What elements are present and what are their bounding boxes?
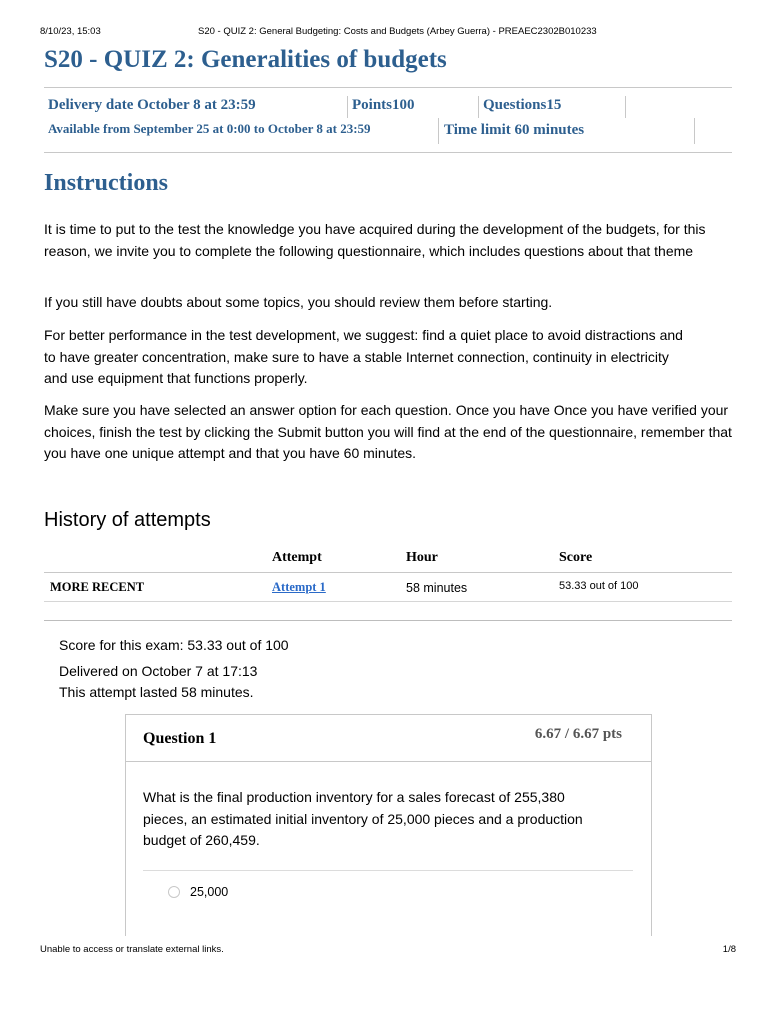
- exam-score: Score for this exam: 53.33 out of 100: [59, 637, 289, 653]
- column-header-hour: Hour: [406, 550, 438, 565]
- info-divider: [694, 118, 695, 144]
- question-header: [126, 715, 651, 762]
- attempt-score: 53.33 out of 100: [559, 580, 639, 592]
- section-divider: [44, 620, 732, 621]
- instructions-heading: Instructions: [44, 170, 169, 196]
- radio-button[interactable]: [168, 886, 180, 898]
- page-number: 1/8: [722, 944, 736, 955]
- questions-count: Questions15: [483, 97, 562, 113]
- instructions-paragraph: If you still have doubts about some topics, you should review them before starting.: [44, 294, 553, 310]
- column-header-score: Score: [559, 550, 593, 565]
- question-divider: [143, 870, 633, 871]
- table-row: [44, 573, 732, 602]
- info-divider: [438, 118, 439, 144]
- time-limit: Time limit 60 minutes: [444, 122, 585, 138]
- info-divider: [478, 96, 479, 118]
- instructions-paragraph: Make sure you have selected an answer option for each question. Once you have Once you have verified your choices, finish the test by clicking the Submit button you will find at the end of the questionnaire, remember that you have one unique attempt and that you have 60 minutes.: [44, 402, 732, 461]
- print-datetime: 8/10/23, 15:03: [40, 26, 101, 37]
- question-text: What is the final production inventory for a sales forecast of 255,380 pieces, an estimated initial inventory of 25,000 pieces and a production budget of 260,459.: [143, 789, 583, 848]
- quiz-title: S20 - QUIZ 2: Generalities of budgets: [44, 46, 447, 73]
- column-header-attempt: Attempt: [272, 550, 322, 565]
- history-heading: History of attempts: [44, 509, 211, 531]
- delivery-date: Delivery date October 8 at 23:59: [48, 97, 256, 113]
- row-label-more-recent: MORE RECENT: [50, 580, 145, 594]
- answer-label: 25,000: [190, 885, 229, 899]
- instructions-paragraph: For better performance in the test development, we suggest: find a quiet place to avoid distractions and to have greater concentration, make sure to have a stable Internet connection, continuity in electricity and use equipment that functions properly.: [44, 327, 683, 386]
- question-points: 6.67 / 6.67 pts: [534, 726, 622, 742]
- info-divider: [347, 96, 348, 118]
- attempts-table: [44, 546, 732, 602]
- delivered-date: Delivered on October 7 at 17:13: [59, 663, 258, 679]
- attempt-link[interactable]: Attempt 1: [272, 580, 326, 594]
- availability-window: Available from September 25 at 0:00 to October 8 at 23:59: [48, 121, 371, 136]
- print-footer-note: Unable to access or translate external links.: [40, 944, 224, 955]
- instructions-paragraph: It is time to put to the test the knowledge you have acquired during the development of the budgets, for this reason, we invite you to complete the following questionnaire, which includes questions about that theme: [44, 221, 706, 259]
- attempts-table-header: [44, 546, 732, 573]
- attempt-duration: 58 minutes: [406, 581, 468, 595]
- quiz-info-box: [44, 87, 732, 153]
- info-divider: [625, 96, 626, 118]
- attempt-duration-summary: This attempt lasted 58 minutes.: [59, 684, 254, 700]
- question-title: Question 1: [143, 730, 217, 747]
- print-document-title: S20 - QUIZ 2: General Budgeting: Costs and Budgets (Arbey Guerra) - PREAEC2302B010233: [198, 26, 597, 37]
- question-card: [125, 714, 652, 955]
- points-value: Points100: [352, 97, 415, 113]
